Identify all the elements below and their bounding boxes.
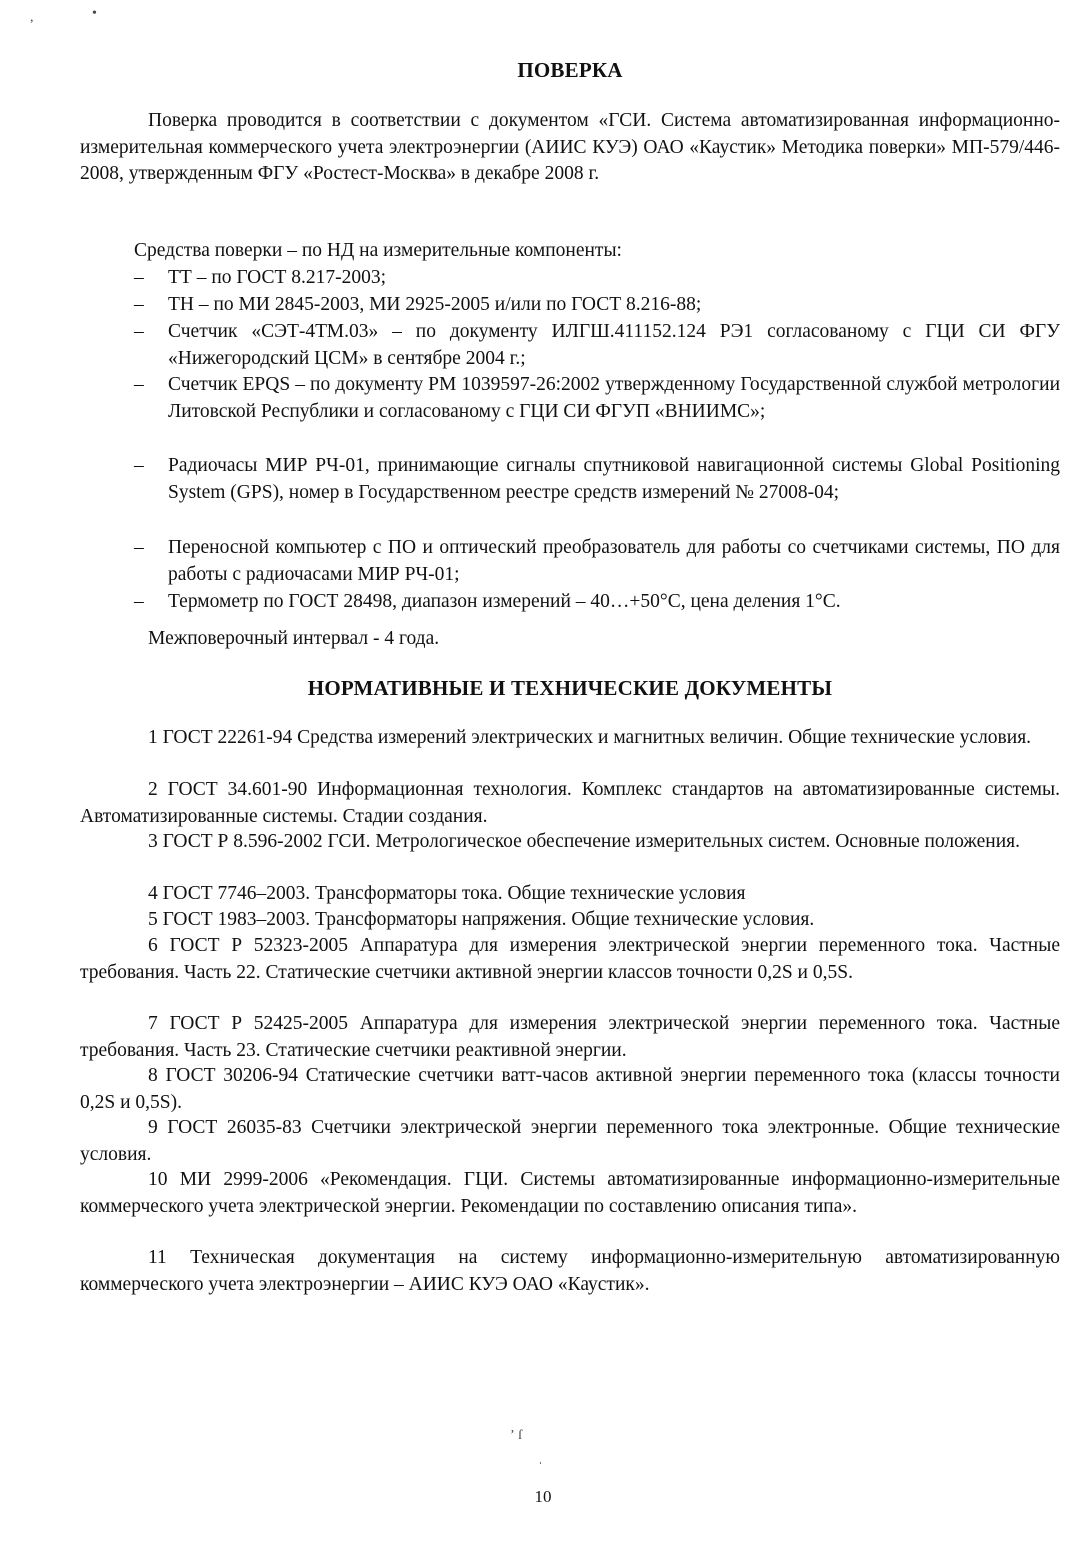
verification-intro: Поверка проводится в соответствии с документом «ГСИ. Система автоматизированная информационно-измерительная коммерческого учета электроэнергии (АИИС КУЭ) ОАО «Каустик» Методика поверки» МП-579/446-2008, утвержденным ФГУ «Ростест-Москва» в декабре 2008 г. — [80, 110, 1060, 184]
doc-item: 11 Техническая документация на систему информационно-измерительную автоматизированную коммерческого учета электроэнергии – АИИС КУЭ ОАО «Каустик». — [80, 1247, 1060, 1295]
doc-item: 3 ГОСТ Р 8.596-2002 ГСИ. Метрологическое обеспечение измерительных систем. Основные положения. — [148, 831, 1021, 852]
list-item: – ТН – по МИ 2845-2003, МИ 2925-2005 и/или по ГОСТ 8.216-88; — [134, 294, 702, 315]
verification-means-label: Средства поверки – по НД на измерительные компоненты: — [134, 240, 622, 261]
section-title-verification: ПОВЕРКА — [517, 58, 623, 82]
scan-speck: ˌ — [538, 1450, 543, 1465]
doc-item: 7 ГОСТ Р 52425-2005 Аппаратура для измерения электрической энергии переменного тока. Частные требования. Часть 23. Статические счетчики реактивной энергии. — [80, 1013, 1060, 1061]
list-item: – Термометр по ГОСТ 28498, диапазон измерений – 40…+50°С, цена деления 1°С. — [134, 591, 841, 612]
doc-item: 8 ГОСТ 30206-94 Статические счетчики ватт-часов активной энергии переменного тока (классы точности 0,2S и 0,5S). — [80, 1065, 1060, 1113]
doc-item: 9 ГОСТ 26035-83 Счетчики электрической энергии переменного тока электронные. Общие технические условия. — [80, 1117, 1060, 1165]
scan-speck: , — [30, 10, 34, 25]
doc-item: 6 ГОСТ Р 52323-2005 Аппаратура для измерения электрической энергии переменного тока. Частные требования. Часть 22. Статические счетчики активной энергии классов точности 0,2S и 0,5S. — [80, 935, 1060, 983]
list-item: – Радиочасы МИР РЧ-01, принимающие сигналы спутниковой навигационной системы Global Positioning System (GPS), номер в Государственном реестре средств измерений № 27008-04; — [134, 455, 1060, 503]
doc-item: 2 ГОСТ 34.601-90 Информационная технология. Комплекс стандартов на автоматизированные системы. Автоматизированные системы. Стадии создания. — [80, 779, 1060, 827]
verification-interval: Межповерочный интервал - 4 года. — [148, 628, 440, 649]
doc-item: 5 ГОСТ 1983–2003. Трансформаторы напряжения. Общие технические условия. — [148, 909, 815, 930]
doc-item: 10 МИ 2999-2006 «Рекомендация. ГЦИ. Системы автоматизированные информационно-измерительные коммерческого учета электрической энергии. Рекомендации по составлению описания типа». — [80, 1169, 1060, 1217]
list-item: – ТТ – по ГОСТ 8.217-2003; — [134, 267, 387, 288]
list-item: – Переносной компьютер с ПО и оптический преобразователь для работы со счетчиками системы, ПО для работы с радиочасами МИР РЧ-01; — [134, 537, 1060, 585]
page-number: 10 — [534, 1487, 552, 1506]
doc-item: 1 ГОСТ 22261-94 Средства измерений электрических и магнитных величин. Общие технические условия. — [148, 727, 1032, 748]
list-item: – Счетчик «СЭТ-4ТМ.03» – по документу ИЛГШ.411152.124 РЭ1 согласованому с ГЦИ СИ ФГУ «Нижегородский ЦСМ» в сентябре 2004 г.; — [134, 321, 1060, 369]
list-item: – Счетчик EPQS – по документу РМ 1039597-26:2002 утвержденному Государственной службой метрологии Литовской Республики и согласованому с ГЦИ СИ ФГУП «ВНИИМС»; — [134, 374, 1060, 422]
scan-speck: ʼ ſ — [510, 1428, 523, 1443]
scan-speck: • — [92, 6, 97, 21]
doc-item: 4 ГОСТ 7746–2003. Трансформаторы тока. Общие технические условия — [148, 883, 746, 904]
section-title-normative-docs: НОРМАТИВНЫЕ И ТЕХНИЧЕСКИЕ ДОКУМЕНТЫ — [307, 676, 833, 700]
